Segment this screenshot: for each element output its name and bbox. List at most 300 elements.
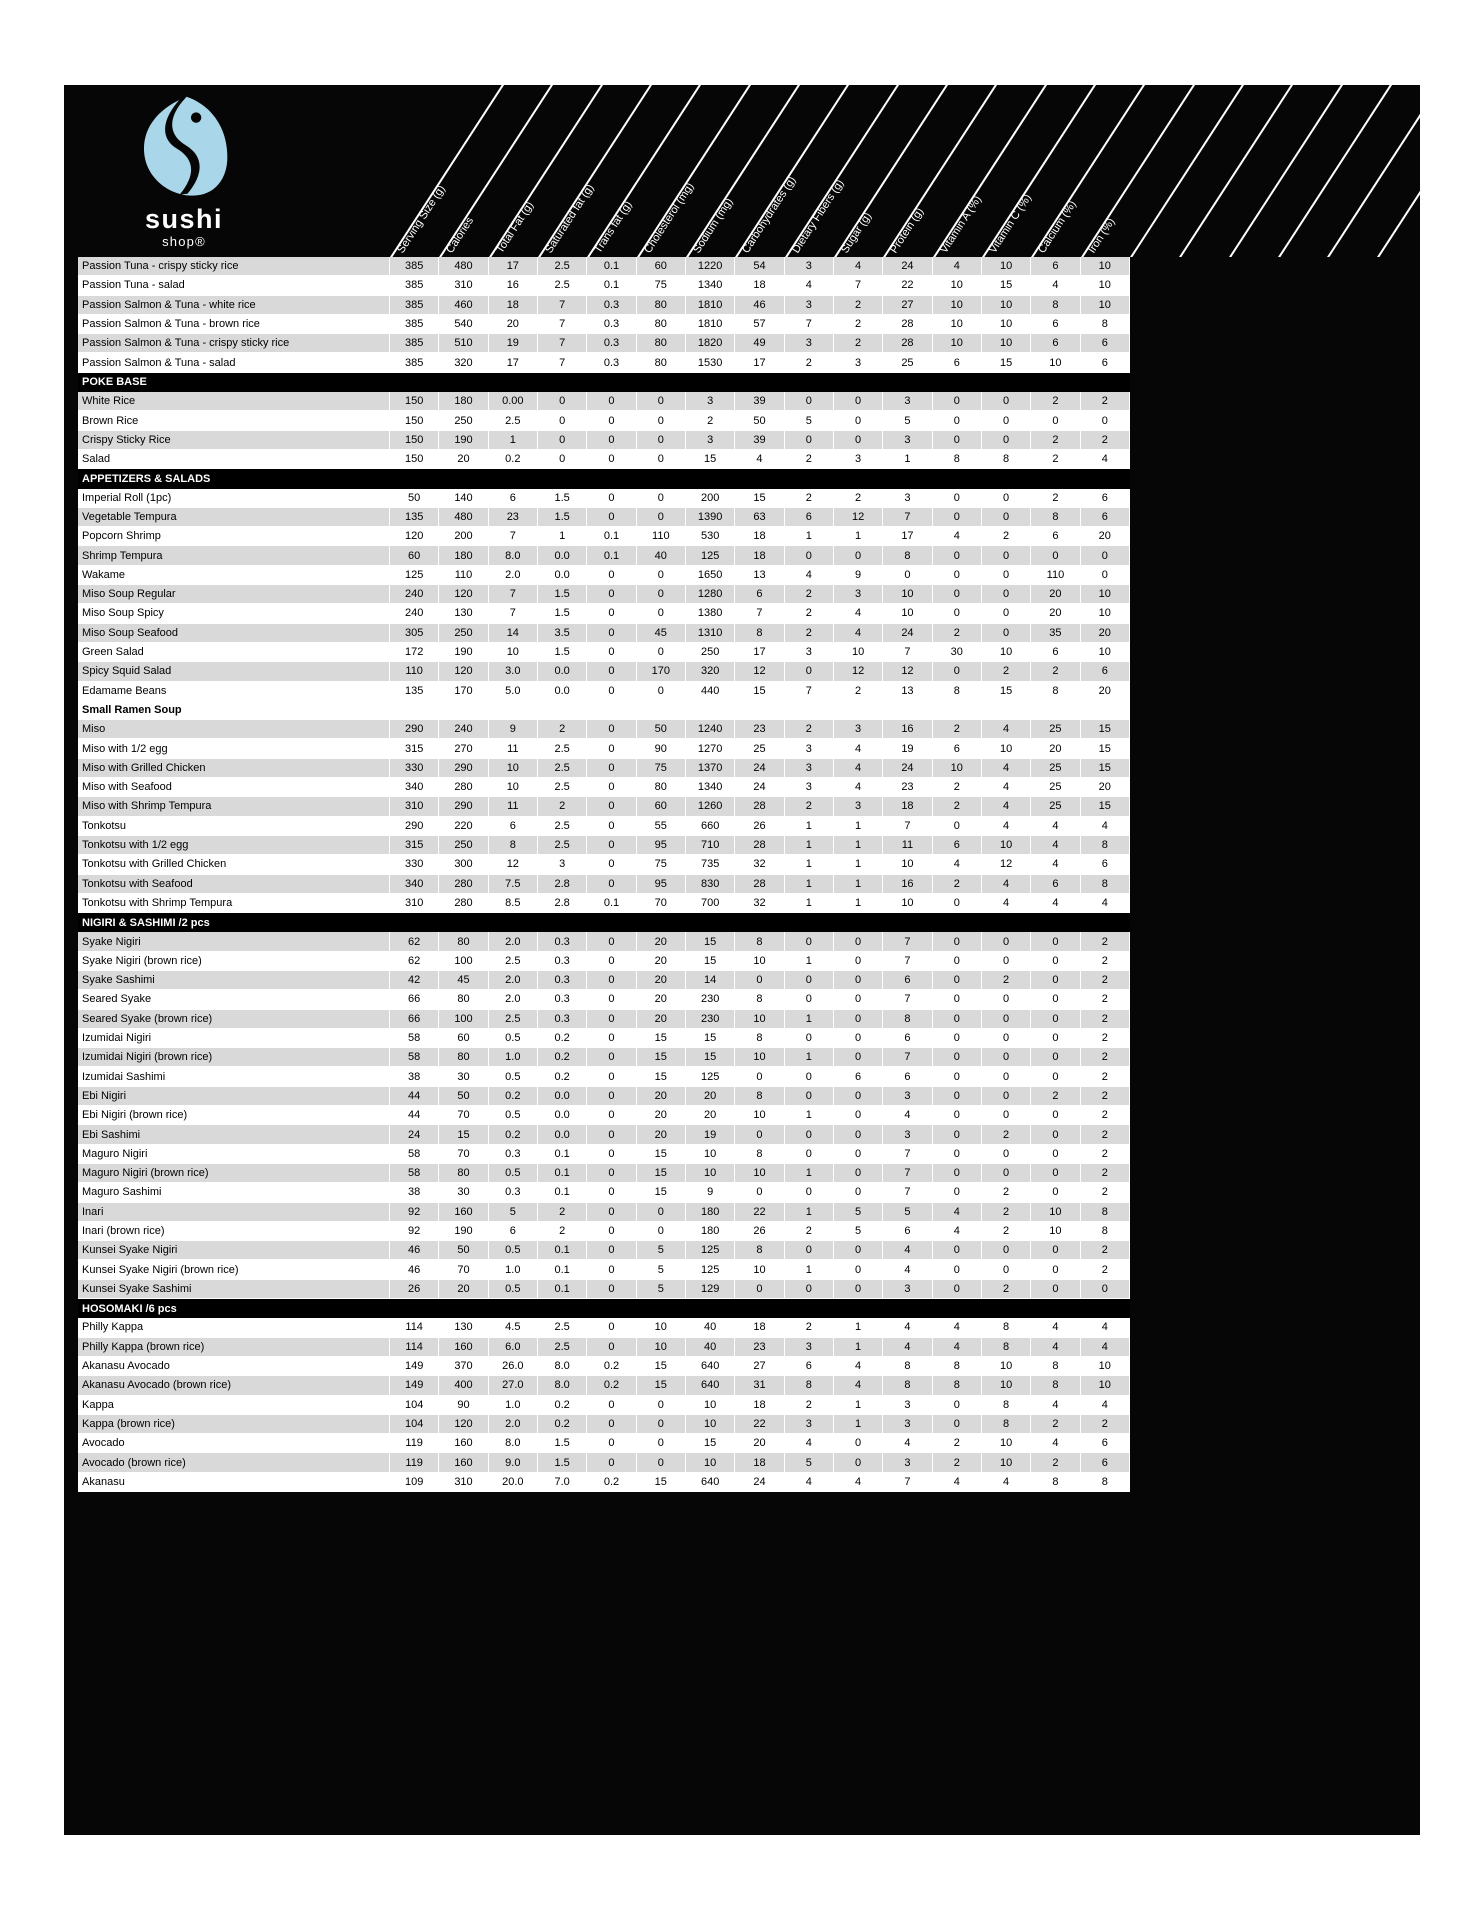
nutrition-value: 10 bbox=[933, 296, 982, 315]
nutrition-value: 10 bbox=[982, 1376, 1031, 1395]
nutrition-value: 15 bbox=[1081, 720, 1130, 739]
nutrition-value: 2 bbox=[1081, 952, 1130, 971]
nutrition-value: 58 bbox=[390, 1164, 439, 1183]
nutrition-value: 2 bbox=[785, 1318, 834, 1337]
nutrition-value: 0 bbox=[587, 1222, 636, 1241]
nutrition-value: 6 bbox=[1031, 643, 1080, 662]
nutrition-value: 7 bbox=[785, 682, 834, 701]
nutrition-value: 0 bbox=[785, 546, 834, 565]
nutrition-value: 4 bbox=[785, 276, 834, 295]
nutrition-value: 0 bbox=[933, 1260, 982, 1279]
nutrition-value: 3 bbox=[883, 431, 932, 450]
nutrition-value: 6.0 bbox=[489, 1338, 538, 1357]
nutrition-value: 46 bbox=[735, 296, 784, 315]
nutrition-value: 2 bbox=[933, 1434, 982, 1453]
nutrition-value: 0 bbox=[982, 508, 1031, 527]
nutrition-value: 4 bbox=[1031, 1434, 1080, 1453]
nutrition-value: 8 bbox=[982, 450, 1031, 469]
nutrition-value: 8 bbox=[1031, 1357, 1080, 1376]
nutrition-value: 27 bbox=[883, 296, 932, 315]
nutrition-value: 1530 bbox=[686, 353, 735, 372]
nutrition-value: 8 bbox=[735, 1145, 784, 1164]
nutrition-value: 4 bbox=[834, 257, 883, 276]
nutrition-value: 250 bbox=[439, 411, 488, 430]
nutrition-value: 18 bbox=[489, 296, 538, 315]
nutrition-value: 0 bbox=[933, 1415, 982, 1434]
nutrition-value: 4 bbox=[785, 566, 834, 585]
nutrition-value: 290 bbox=[390, 817, 439, 836]
nutrition-value: 6 bbox=[933, 739, 982, 758]
nutrition-value: 10 bbox=[982, 257, 1031, 276]
nutrition-value: 25 bbox=[1031, 778, 1080, 797]
nutrition-value: 4 bbox=[834, 759, 883, 778]
nutrition-value: 18 bbox=[735, 1396, 784, 1415]
nutrition-value: 10 bbox=[982, 836, 1031, 855]
nutrition-value: 320 bbox=[439, 353, 488, 372]
table-row bbox=[78, 932, 1130, 951]
nutrition-value: 2 bbox=[933, 797, 982, 816]
nutrition-value: 0 bbox=[834, 1010, 883, 1029]
nutrition-value: 16 bbox=[883, 720, 932, 739]
nutrition-value: 0 bbox=[587, 1125, 636, 1144]
nutrition-value: 0 bbox=[587, 720, 636, 739]
nutrition-value: 0 bbox=[933, 662, 982, 681]
nutrition-value: 3 bbox=[883, 1415, 932, 1434]
nutrition-value: 0 bbox=[1081, 411, 1130, 430]
nutrition-value: 4 bbox=[883, 1106, 932, 1125]
item-name: Passion Salmon & Tuna - brown rice bbox=[78, 315, 390, 334]
nutrition-value: 2.5 bbox=[489, 952, 538, 971]
nutrition-value: 4 bbox=[883, 1318, 932, 1337]
item-name: Miso with Seafood bbox=[78, 778, 390, 797]
nutrition-value: 15 bbox=[637, 1183, 686, 1202]
nutrition-value: 5 bbox=[637, 1280, 686, 1299]
nutrition-value: 0 bbox=[587, 624, 636, 643]
nutrition-value: 0.2 bbox=[587, 1473, 636, 1492]
nutrition-value: 10 bbox=[686, 1164, 735, 1183]
nutrition-value: 4 bbox=[834, 1376, 883, 1395]
nutrition-value: 8 bbox=[1081, 875, 1130, 894]
nutrition-value: 0 bbox=[933, 1067, 982, 1086]
nutrition-value: 90 bbox=[637, 739, 686, 758]
nutrition-value: 4 bbox=[1081, 450, 1130, 469]
nutrition-value: 230 bbox=[686, 1010, 735, 1029]
nutrition-value: 15 bbox=[686, 952, 735, 971]
nutrition-value: 385 bbox=[390, 315, 439, 334]
nutrition-value: 4 bbox=[1081, 1318, 1130, 1337]
nutrition-value: 340 bbox=[390, 778, 439, 797]
nutrition-value: 45 bbox=[439, 971, 488, 990]
nutrition-value: 10 bbox=[1081, 604, 1130, 623]
nutrition-value: 4 bbox=[1031, 836, 1080, 855]
nutrition-value: 15 bbox=[982, 353, 1031, 372]
nutrition-value: 0.3 bbox=[489, 1183, 538, 1202]
nutrition-value: 4 bbox=[834, 778, 883, 797]
nutrition-value: 12 bbox=[834, 662, 883, 681]
nutrition-value: 0 bbox=[933, 1183, 982, 1202]
nutrition-value: 6 bbox=[883, 1029, 932, 1048]
nutrition-value: 4 bbox=[933, 855, 982, 874]
nutrition-value: 3 bbox=[785, 643, 834, 662]
nutrition-value: 44 bbox=[390, 1087, 439, 1106]
nutrition-value: 15 bbox=[637, 1029, 686, 1048]
nutrition-value: 0.5 bbox=[489, 1106, 538, 1125]
nutrition-value: 0 bbox=[982, 1145, 1031, 1164]
nutrition-value: 45 bbox=[637, 624, 686, 643]
nutrition-value: 8 bbox=[933, 450, 982, 469]
item-name: Crispy Sticky Rice bbox=[78, 431, 390, 450]
nutrition-value: 0 bbox=[637, 643, 686, 662]
nutrition-value: 0 bbox=[587, 662, 636, 681]
nutrition-value: 18 bbox=[735, 527, 784, 546]
nutrition-value: 1.0 bbox=[489, 1260, 538, 1279]
nutrition-value: 8 bbox=[489, 836, 538, 855]
nutrition-value: 7 bbox=[538, 353, 587, 372]
nutrition-value: 0 bbox=[834, 990, 883, 1009]
nutrition-value: 2 bbox=[1031, 1087, 1080, 1106]
nutrition-value: 0 bbox=[982, 1048, 1031, 1067]
nutrition-value: 42 bbox=[390, 971, 439, 990]
nutrition-value: 15 bbox=[637, 1048, 686, 1067]
nutrition-value: 2.5 bbox=[489, 411, 538, 430]
table-row bbox=[78, 643, 1130, 662]
nutrition-value: 0 bbox=[1031, 1029, 1080, 1048]
nutrition-value: 20 bbox=[1081, 778, 1130, 797]
item-name: Maguro Nigiri bbox=[78, 1145, 390, 1164]
nutrition-value: 0 bbox=[982, 990, 1031, 1009]
nutrition-value: 1 bbox=[834, 1396, 883, 1415]
table-row bbox=[78, 1145, 1130, 1164]
nutrition-value: 0.0 bbox=[538, 546, 587, 565]
nutrition-value: 23 bbox=[489, 508, 538, 527]
nutrition-value: 66 bbox=[390, 990, 439, 1009]
nutrition-value: 0.2 bbox=[489, 450, 538, 469]
nutrition-value: 120 bbox=[439, 585, 488, 604]
nutrition-value: 3 bbox=[883, 1453, 932, 1472]
nutrition-value: 1270 bbox=[686, 739, 735, 758]
nutrition-value: 2 bbox=[1031, 489, 1080, 508]
nutrition-value: 2 bbox=[785, 585, 834, 604]
nutrition-value: 4 bbox=[785, 1473, 834, 1492]
nutrition-value: 10 bbox=[982, 1453, 1031, 1472]
nutrition-value: 510 bbox=[439, 334, 488, 353]
nutrition-value: 3 bbox=[785, 759, 834, 778]
nutrition-value: 119 bbox=[390, 1453, 439, 1472]
nutrition-value: 4 bbox=[1031, 1318, 1080, 1337]
nutrition-value: 80 bbox=[637, 778, 686, 797]
nutrition-value: 330 bbox=[390, 759, 439, 778]
column-header-label: Vitamin C (%) bbox=[987, 192, 1034, 256]
nutrition-value: 0 bbox=[637, 1203, 686, 1222]
nutrition-value: 1.5 bbox=[538, 585, 587, 604]
nutrition-value: 0 bbox=[1031, 990, 1080, 1009]
table-row bbox=[78, 489, 1130, 508]
nutrition-value: 70 bbox=[439, 1260, 488, 1279]
nutrition-value: 0 bbox=[933, 990, 982, 1009]
nutrition-value: 0 bbox=[587, 971, 636, 990]
nutrition-value: 8 bbox=[883, 1010, 932, 1029]
nutrition-value: 0 bbox=[587, 1453, 636, 1472]
nutrition-value: 12 bbox=[834, 508, 883, 527]
nutrition-value: 4 bbox=[982, 797, 1031, 816]
nutrition-value: 0 bbox=[538, 450, 587, 469]
nutrition-value: 31 bbox=[735, 1376, 784, 1395]
nutrition-value: 15 bbox=[686, 1029, 735, 1048]
nutrition-value: 0 bbox=[933, 566, 982, 585]
nutrition-value: 8 bbox=[785, 1376, 834, 1395]
nutrition-value: 0 bbox=[637, 1434, 686, 1453]
nutrition-document bbox=[64, 85, 1420, 1835]
nutrition-value: 2 bbox=[1081, 932, 1130, 951]
nutrition-value: 0 bbox=[587, 585, 636, 604]
nutrition-value: 0.0 bbox=[538, 682, 587, 701]
nutrition-value: 1 bbox=[834, 1415, 883, 1434]
nutrition-value: 10 bbox=[933, 759, 982, 778]
nutrition-value: 0 bbox=[933, 489, 982, 508]
nutrition-value: 0 bbox=[1031, 1183, 1080, 1202]
nutrition-value: 60 bbox=[637, 257, 686, 276]
nutrition-value: 24 bbox=[735, 1473, 784, 1492]
nutrition-value: 70 bbox=[439, 1106, 488, 1125]
nutrition-value: 92 bbox=[390, 1203, 439, 1222]
nutrition-value: 7 bbox=[735, 604, 784, 623]
table-row bbox=[78, 1067, 1130, 1086]
nutrition-value: 0 bbox=[834, 1145, 883, 1164]
nutrition-value: 0 bbox=[785, 1183, 834, 1202]
nutrition-value: 20 bbox=[637, 990, 686, 1009]
nutrition-value: 5 bbox=[489, 1203, 538, 1222]
nutrition-value: 160 bbox=[439, 1453, 488, 1472]
nutrition-value: 10 bbox=[1081, 1357, 1130, 1376]
nutrition-value: 0.2 bbox=[538, 1396, 587, 1415]
nutrition-value: 240 bbox=[390, 585, 439, 604]
nutrition-value: 39 bbox=[735, 431, 784, 450]
nutrition-value: 10 bbox=[883, 855, 932, 874]
nutrition-value: 0.2 bbox=[587, 1357, 636, 1376]
nutrition-value: 0 bbox=[1031, 1125, 1080, 1144]
item-name: Inari bbox=[78, 1203, 390, 1222]
nutrition-value: 26 bbox=[735, 1222, 784, 1241]
nutrition-value: 2 bbox=[538, 1222, 587, 1241]
nutrition-value: 1370 bbox=[686, 759, 735, 778]
nutrition-value: 6 bbox=[1081, 1453, 1130, 1472]
nutrition-value: 0 bbox=[982, 546, 1031, 565]
nutrition-value: 8 bbox=[735, 1087, 784, 1106]
nutrition-value: 0 bbox=[587, 990, 636, 1009]
nutrition-value: 24 bbox=[883, 257, 932, 276]
nutrition-value: 0 bbox=[834, 431, 883, 450]
table-row bbox=[78, 1203, 1130, 1222]
nutrition-value: 15 bbox=[686, 1434, 735, 1453]
nutrition-value: 385 bbox=[390, 257, 439, 276]
nutrition-value: 15 bbox=[637, 1473, 686, 1492]
nutrition-value: 75 bbox=[637, 276, 686, 295]
nutrition-value: 180 bbox=[686, 1203, 735, 1222]
nutrition-value: 0 bbox=[785, 932, 834, 951]
nutrition-value: 20 bbox=[637, 1125, 686, 1144]
table-row bbox=[78, 1318, 1130, 1337]
table-row bbox=[78, 566, 1130, 585]
table-row bbox=[78, 334, 1130, 353]
table-row bbox=[78, 315, 1130, 334]
nutrition-value: 4 bbox=[1031, 855, 1080, 874]
nutrition-value: 0.3 bbox=[587, 315, 636, 334]
nutrition-value: 25 bbox=[883, 353, 932, 372]
nutrition-value: 1 bbox=[834, 894, 883, 913]
nutrition-value: 1 bbox=[834, 527, 883, 546]
nutrition-value: 315 bbox=[390, 739, 439, 758]
section-header-row: NIGIRI & SASHIMI /2 pcs bbox=[78, 913, 1130, 932]
nutrition-value: 8 bbox=[735, 932, 784, 951]
nutrition-value: 50 bbox=[439, 1087, 488, 1106]
nutrition-value: 8 bbox=[1081, 1473, 1130, 1492]
nutrition-value: 10 bbox=[933, 334, 982, 353]
nutrition-value: 9 bbox=[489, 720, 538, 739]
nutrition-value: 3.5 bbox=[538, 624, 587, 643]
nutrition-value: 0 bbox=[933, 411, 982, 430]
item-name: Passion Salmon & Tuna - crispy sticky rice bbox=[78, 334, 390, 353]
nutrition-value: 0 bbox=[785, 1067, 834, 1086]
nutrition-value: 0 bbox=[982, 411, 1031, 430]
nutrition-value: 0 bbox=[834, 392, 883, 411]
nutrition-value: 20 bbox=[637, 1010, 686, 1029]
nutrition-value: 0 bbox=[637, 682, 686, 701]
nutrition-value: 0 bbox=[587, 1067, 636, 1086]
nutrition-value: 2.5 bbox=[538, 778, 587, 797]
column-header-label: Calories bbox=[444, 215, 477, 256]
nutrition-value: 2 bbox=[1081, 1067, 1130, 1086]
nutrition-value: 4 bbox=[834, 1357, 883, 1376]
nutrition-value: 0.1 bbox=[538, 1280, 587, 1299]
logo-text-shop: shop® bbox=[162, 234, 206, 250]
nutrition-value: 0 bbox=[982, 1010, 1031, 1029]
nutrition-value: 32 bbox=[735, 894, 784, 913]
nutrition-value: 8 bbox=[933, 1357, 982, 1376]
nutrition-value: 1310 bbox=[686, 624, 735, 643]
nutrition-value: 3 bbox=[785, 1415, 834, 1434]
nutrition-value: 25 bbox=[1031, 759, 1080, 778]
nutrition-value: 10 bbox=[1081, 643, 1130, 662]
nutrition-value: 10 bbox=[1081, 276, 1130, 295]
nutrition-value: 15 bbox=[686, 1048, 735, 1067]
nutrition-value: 0 bbox=[933, 1241, 982, 1260]
item-name: Ebi Nigiri (brown rice) bbox=[78, 1106, 390, 1125]
nutrition-value: 220 bbox=[439, 817, 488, 836]
nutrition-value: 92 bbox=[390, 1222, 439, 1241]
nutrition-value: 8.0 bbox=[538, 1376, 587, 1395]
nutrition-value: 190 bbox=[439, 1222, 488, 1241]
item-name: Kappa (brown rice) bbox=[78, 1415, 390, 1434]
nutrition-value: 0 bbox=[785, 392, 834, 411]
item-name: Shrimp Tempura bbox=[78, 546, 390, 565]
nutrition-value: 0.5 bbox=[489, 1164, 538, 1183]
nutrition-value: 4 bbox=[785, 1434, 834, 1453]
nutrition-value: 2 bbox=[933, 720, 982, 739]
nutrition-value: 1 bbox=[785, 894, 834, 913]
nutrition-value: 1 bbox=[785, 527, 834, 546]
nutrition-value: 0 bbox=[982, 1241, 1031, 1260]
nutrition-value: 54 bbox=[735, 257, 784, 276]
nutrition-value: 0 bbox=[587, 1029, 636, 1048]
item-name: Miso bbox=[78, 720, 390, 739]
nutrition-value: 58 bbox=[390, 1029, 439, 1048]
nutrition-value: 1390 bbox=[686, 508, 735, 527]
nutrition-value: 0.3 bbox=[538, 932, 587, 951]
nutrition-value: 4 bbox=[933, 1203, 982, 1222]
nutrition-value: 0 bbox=[538, 392, 587, 411]
nutrition-value: 4 bbox=[1031, 1396, 1080, 1415]
nutrition-value: 2 bbox=[834, 682, 883, 701]
nutrition-value: 8 bbox=[735, 1029, 784, 1048]
nutrition-value: 0 bbox=[982, 1029, 1031, 1048]
nutrition-value: 11 bbox=[883, 836, 932, 855]
nutrition-value: 23 bbox=[883, 778, 932, 797]
nutrition-value: 4 bbox=[1081, 1338, 1130, 1357]
nutrition-value: 250 bbox=[686, 643, 735, 662]
nutrition-value: 0 bbox=[587, 643, 636, 662]
nutrition-value: 4 bbox=[1031, 1338, 1080, 1357]
nutrition-value: 0 bbox=[834, 1280, 883, 1299]
nutrition-value: 4 bbox=[933, 527, 982, 546]
nutrition-value: 0 bbox=[587, 1260, 636, 1279]
nutrition-value: 62 bbox=[390, 932, 439, 951]
column-header-label: Sodium (mg) bbox=[691, 196, 736, 256]
nutrition-value: 120 bbox=[390, 527, 439, 546]
nutrition-value: 20 bbox=[637, 932, 686, 951]
nutrition-value: 0 bbox=[982, 932, 1031, 951]
nutrition-value: 0 bbox=[834, 1029, 883, 1048]
nutrition-value: 7 bbox=[538, 315, 587, 334]
nutrition-value: 0 bbox=[637, 585, 686, 604]
nutrition-value: 0 bbox=[834, 1087, 883, 1106]
nutrition-value: 2 bbox=[785, 489, 834, 508]
nutrition-value: 2 bbox=[1081, 1029, 1130, 1048]
nutrition-value: 700 bbox=[686, 894, 735, 913]
nutrition-value: 10 bbox=[982, 315, 1031, 334]
nutrition-value: 7 bbox=[883, 817, 932, 836]
nutrition-value: 0 bbox=[785, 971, 834, 990]
nutrition-value: 40 bbox=[637, 546, 686, 565]
nutrition-value: 125 bbox=[686, 1260, 735, 1279]
item-name: Seared Syake (brown rice) bbox=[78, 1010, 390, 1029]
nutrition-value: 0.3 bbox=[587, 353, 636, 372]
nutrition-value: 22 bbox=[735, 1203, 784, 1222]
nutrition-value: 0.5 bbox=[489, 1280, 538, 1299]
nutrition-value: 2 bbox=[785, 1396, 834, 1415]
item-name: Syake Nigiri bbox=[78, 932, 390, 951]
nutrition-value: 0 bbox=[933, 1280, 982, 1299]
nutrition-value: 6 bbox=[883, 1067, 932, 1086]
nutrition-value: 17 bbox=[489, 257, 538, 276]
nutrition-value: 109 bbox=[390, 1473, 439, 1492]
nutrition-value: 4 bbox=[735, 450, 784, 469]
nutrition-value: 0 bbox=[1031, 1241, 1080, 1260]
item-name: Miso Soup Seafood bbox=[78, 624, 390, 643]
nutrition-value: 4 bbox=[933, 1338, 982, 1357]
nutrition-value: 18 bbox=[735, 276, 784, 295]
nutrition-value: 0 bbox=[1081, 566, 1130, 585]
item-name: Izumidai Nigiri (brown rice) bbox=[78, 1048, 390, 1067]
nutrition-value: 6 bbox=[1031, 257, 1080, 276]
nutrition-value: 30 bbox=[933, 643, 982, 662]
nutrition-value: 400 bbox=[439, 1376, 488, 1395]
nutrition-value: 17 bbox=[883, 527, 932, 546]
nutrition-value: 20 bbox=[637, 971, 686, 990]
nutrition-value: 0.2 bbox=[489, 1125, 538, 1144]
nutrition-value: 3 bbox=[785, 739, 834, 758]
nutrition-value: 4 bbox=[1031, 817, 1080, 836]
table-row bbox=[78, 546, 1130, 565]
